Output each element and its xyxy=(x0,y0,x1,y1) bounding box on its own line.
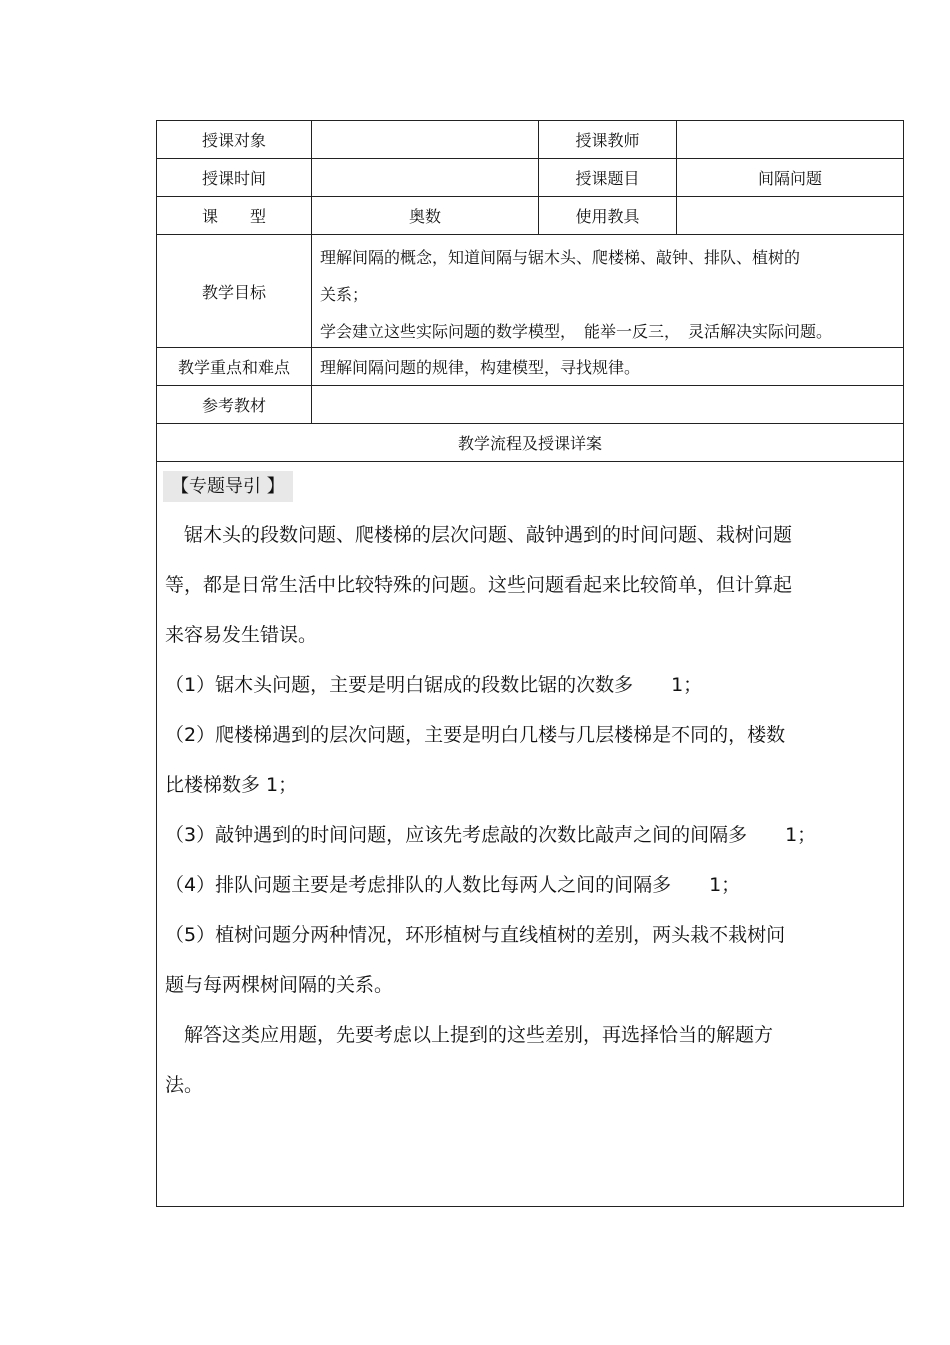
table-row xyxy=(157,386,903,424)
label-topic: 授课题目 xyxy=(539,159,677,196)
content-line: （5）植树问题分两种情况，环形植树与直线植树的差别，两头栽不栽树问 xyxy=(165,924,786,946)
content-line: 来容易发生错误。 xyxy=(165,624,318,646)
table-row xyxy=(157,159,903,197)
content-line: （4）排队问题主要是考虑排队的人数比每两人之间的间隔多 1； xyxy=(165,874,741,896)
content-line: 法。 xyxy=(165,1074,204,1096)
table-row xyxy=(157,235,903,348)
content-line: 等，都是日常生活中比较特殊的问题。这些问题看起来比较简单，但计算起 xyxy=(165,574,793,596)
value-key-points: 理解间隔问题的规律，构建模型，寻找规律。 xyxy=(320,358,641,377)
content-line: （2）爬楼梯遇到的层次问题，主要是明白几楼与几层楼梯是不同的，楼数 xyxy=(165,724,786,746)
table-row xyxy=(157,348,903,386)
lesson-content xyxy=(157,462,903,1206)
label-teaching-aids: 使用教具 xyxy=(539,197,677,234)
goal-line: 学会建立这些实际问题的数学模型， 能举一反三， 灵活解决实际问题。 xyxy=(320,322,833,341)
label-teaching-time: 授课时间 xyxy=(157,159,312,196)
table-row xyxy=(157,121,903,159)
content-line: 锯木头的段数问题、爬楼梯的层次问题、敲钟遇到的时间问题、栽树问题 xyxy=(165,524,793,546)
label-key-points: 教学重点和难点 xyxy=(157,348,312,385)
label-teaching-goals: 教学目标 xyxy=(157,235,312,347)
content-line: 题与每两棵树间隔的关系。 xyxy=(165,974,394,996)
value-reference xyxy=(312,386,903,423)
value-teaching-aids xyxy=(677,197,903,234)
lesson-plan-table xyxy=(156,120,904,1207)
value-teaching-target xyxy=(312,121,539,158)
value-teaching-time xyxy=(312,159,539,196)
table-row xyxy=(157,197,903,235)
goal-line: 理解间隔的概念，知道间隔与锯木头、爬楼梯、敲钟、排队、植树的 xyxy=(320,248,801,267)
label-lesson-type: 课 型 xyxy=(157,197,312,234)
value-topic: 间隔问题 xyxy=(757,169,822,188)
content-line: （1）锯木头问题，主要是明白锯成的段数比锯的次数多 1； xyxy=(165,674,703,696)
content-line: 比楼梯数多 1； xyxy=(165,774,298,796)
label-teaching-target: 授课对象 xyxy=(157,121,312,158)
goal-line: 关系； xyxy=(320,285,369,304)
label-reference: 参考教材 xyxy=(157,386,312,423)
label-teacher: 授课教师 xyxy=(539,121,677,158)
value-teaching-goals xyxy=(312,235,903,347)
section-label: 【专题导引 】 xyxy=(163,471,293,502)
content-line: 解答这类应用题，先要考虑以上提到的这些差别，再选择恰当的解题方 xyxy=(165,1024,774,1046)
value-lesson-type: 奥数 xyxy=(312,197,539,234)
content-line: （3）敲钟遇到的时间问题，应该先考虑敲的次数比敲声之间的间隔多 1； xyxy=(165,824,817,846)
value-teacher xyxy=(677,121,903,158)
table-row xyxy=(157,424,903,462)
flow-title: 教学流程及授课详案 xyxy=(457,434,602,453)
